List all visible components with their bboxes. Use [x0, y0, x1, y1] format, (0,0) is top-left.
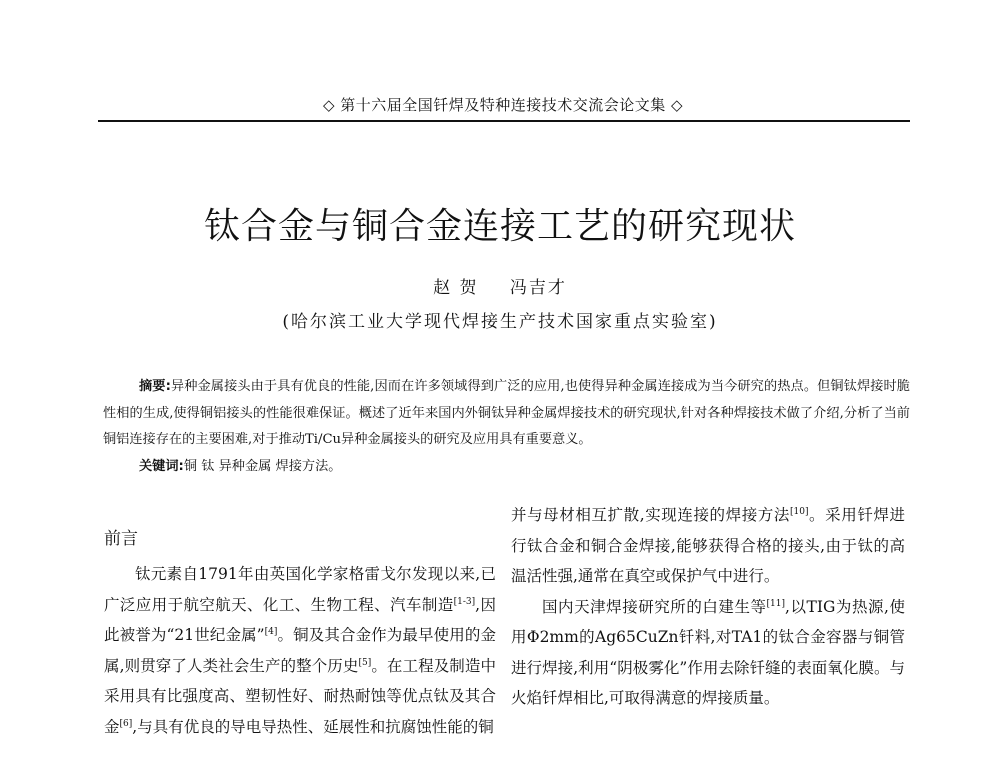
- paper-title: 钛合金与铜合金连接工艺的研究现状: [203, 206, 796, 247]
- author-1: 赵 贺: [433, 278, 479, 298]
- running-header: ◇ 第十六届全国钎焊及特种连接技术交流会论文集 ◇: [322, 96, 684, 114]
- affiliation: (哈尔滨工业大学现代焊接生产技术国家重点实验室): [282, 312, 718, 332]
- keywords-text: 铜 钛 异种金属 焊接方法。: [183, 459, 342, 474]
- abstract-label: 摘要:: [139, 379, 171, 394]
- text-run: ,因此被誉为“21世纪金属”: [104, 595, 496, 644]
- abstract-text: 异种金属接头由于具有优良的性能,因而在许多领域得到广泛的应用,也使得异种金属连接成为当今研究的热点。但铜钛焊接时脆性相的生成,使得铜铝接头的性能很难保证。概述了近年来国内外铜钛异种金属焊接技术的研究现状,针对各种焊接技术做了介绍,分析了当前铜铝连接存在的主要困难,对于推动Ti/Cu异种金属接头的研究及应用具有重要意义。: [103, 379, 910, 447]
- right-paragraph-2: [511, 592, 905, 714]
- right-column: [511, 500, 905, 714]
- header-rule: [98, 120, 910, 122]
- left-paragraph-1: [104, 559, 496, 742]
- text-run: 。采用钎焊进行钛合金和铜合金焊接,能够获得合格的接头,由于钛的高温活性强,通常在真空或保护气中进行。: [511, 506, 905, 585]
- authors: [0, 273, 1000, 298]
- citation: [6]: [119, 718, 133, 729]
- citation: [4]: [264, 626, 278, 637]
- citation: [10]: [789, 506, 809, 517]
- right-paragraph-1: [511, 500, 905, 592]
- text-run: 。铜及其合金作为最早使用的金属,则贯穿了人类社会生产的整个历史: [104, 626, 496, 675]
- citation: [1-3]: [453, 596, 476, 607]
- keywords-label: 关键词:: [139, 459, 184, 474]
- abstract: [103, 374, 910, 454]
- text-run: 并与母材相互扩散,实现连接的焊接方法: [511, 506, 790, 524]
- citation: [5]: [358, 657, 372, 668]
- text-run: 。在工程及制造中采用具有比强度高、塑韧性好、耐热耐蚀等优点钛及其合金: [104, 656, 496, 736]
- text-run: 国内天津焊接研究所的白建生等: [542, 597, 767, 616]
- left-column: [104, 505, 496, 742]
- citation: [11]: [766, 598, 786, 609]
- author-2: 冯吉才: [509, 278, 567, 298]
- keywords: [139, 454, 839, 480]
- text-run: ,与具有优良的导电导热性、延展性和抗腐蚀性能的铜: [132, 717, 494, 736]
- text-run: ,以TIG为热源,使用Φ2mm的Ag65CuZn钎料,对TA1的钛合金容器与铜管进行焊接,利用“阴极雾化”作用去除钎缝的表面氧化膜。与火焰钎焊相比,可取得满意的焊接质量。: [511, 597, 905, 707]
- text-run: 钛元素自1791年由英国化学家格雷戈尔发现以来,已广泛应用于航空航天、化工、生物工程、汽车制造: [104, 565, 496, 614]
- section-heading-preface: 前言: [104, 529, 138, 549]
